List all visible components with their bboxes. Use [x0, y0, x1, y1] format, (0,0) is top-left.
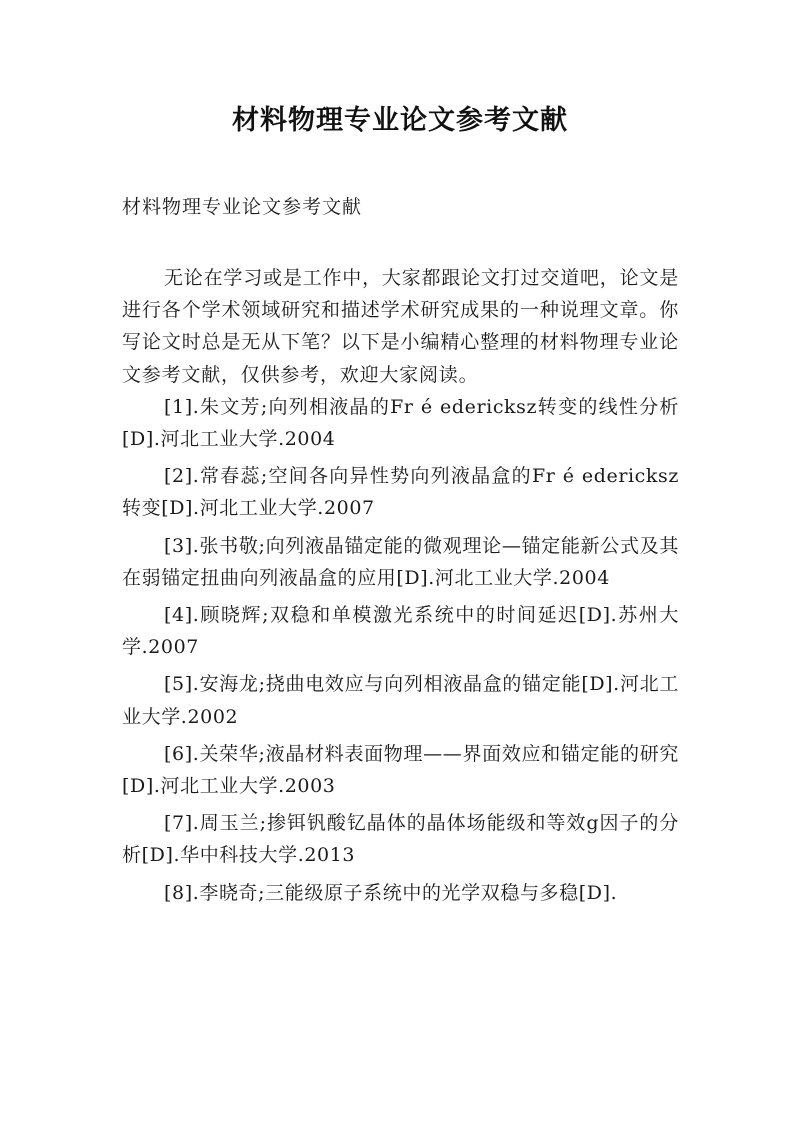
- page-title: 材料物理专业论文参考文献: [232, 105, 568, 136]
- reference-item: [8].李晓奇;三能级原子系统中的光学双稳与多稳[D].: [164, 881, 618, 904]
- document-subtitle: 材料物理专业论文参考文献: [122, 196, 363, 218]
- reference-item: [3].张书敬;向列液晶锚定能的微观理论—锚定能新公式及其在弱锚定扭曲向列液晶盒的应用[D].河北工业大学.2004: [122, 534, 679, 589]
- reference-item: [7].周玉兰;掺铒钒酸钇晶体的晶体场能级和等效g因子的分析[D].华中科技大学.2013: [122, 812, 679, 867]
- document-body: [122, 262, 679, 909]
- reference-item: [2].常春蕊;空间各向异性势向列液晶盒的Fr é edericksz转变[D].河北工业大学.2007: [122, 465, 679, 520]
- intro-paragraph: 无论在学习或是工作中，大家都跟论文打过交道吧，论文是进行各个学术领域研究和描述学术研究成果的一种说理文章。你写论文时总是无从下笔？以下是小编精心整理的材料物理专业论文参考文献，仅供参考，欢迎大家阅读。: [122, 267, 679, 386]
- reference-item: [5].安海龙;挠曲电效应与向列相液晶盒的锚定能[D].河北工业大学.2002: [122, 673, 679, 728]
- reference-item: [6].关荣华;液晶材料表面物理——界面效应和锚定能的研究[D].河北工业大学.2003: [122, 742, 679, 798]
- reference-item: [1].朱文芳;向列相液晶的Fr é edericksz转变的线性分析[D].河北工业大学.2004: [122, 395, 679, 451]
- reference-item: [4].顾晓辉;双稳和单模激光系统中的时间延迟[D].苏州大学.2007: [122, 604, 679, 659]
